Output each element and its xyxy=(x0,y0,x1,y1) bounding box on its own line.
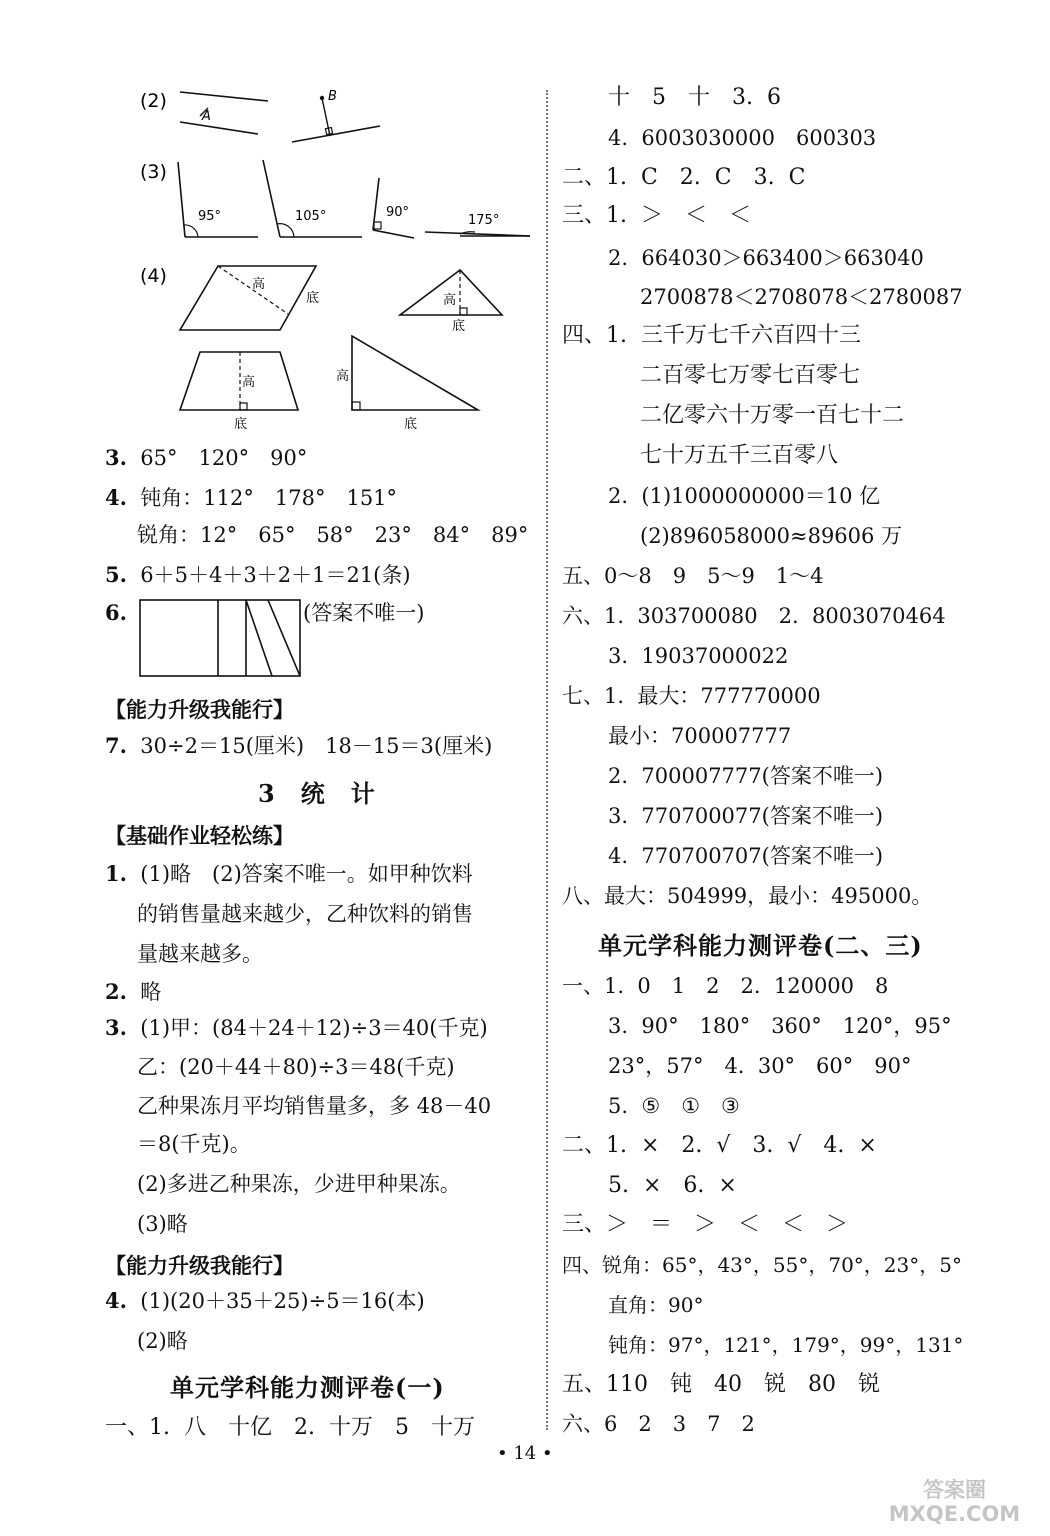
figure-4-heights xyxy=(130,258,530,438)
s4-line2: (2)略 xyxy=(137,1329,188,1353)
ability-heading-2: 【能力升级我能行】 xyxy=(105,1253,294,1278)
test1-line: 一、1. 八 十亿 2. 十万 5 十万 xyxy=(105,1415,475,1440)
fig2-point-a: A xyxy=(202,109,211,124)
fig4-label: (4) xyxy=(140,265,167,287)
r-line-22: 一、1. 0 1 2 2. 120000 8 xyxy=(562,974,889,998)
column-divider xyxy=(546,90,548,1430)
trap-base: 底 xyxy=(234,417,248,432)
r-line-4: 三、1. ＞ ＜ ＜ xyxy=(562,203,751,228)
r-line-12: (2)896058000≈89606 万 xyxy=(640,524,903,548)
r-line-33: 六、6 2 3 7 2 xyxy=(562,1412,755,1436)
r-line-6: 2700878＜2708078＜2780087 xyxy=(640,285,963,309)
para-height: 高 xyxy=(252,277,266,292)
fig3-label: (3) xyxy=(140,161,167,183)
angle-90: 90° xyxy=(386,205,410,220)
basic-heading: 【基础作业轻松练】 xyxy=(105,823,294,848)
angle-105: 105° xyxy=(295,209,327,224)
s3-line4: ＝8(千克)。 xyxy=(137,1132,251,1156)
r-line-13: 五、0～8 9 5～9 1～4 xyxy=(562,564,824,588)
angle-95: 95° xyxy=(198,209,222,224)
page-number: • 14 • xyxy=(497,1443,553,1464)
tri-height: 高 xyxy=(443,293,457,308)
s3-line2: 乙：(20＋44＋80)÷3＝48(千克) xyxy=(137,1055,455,1079)
s3-line1: 3. (1)甲：(84＋24＋12)÷3＝40(千克) xyxy=(105,1015,488,1040)
q5-line: 5. 6＋5＋4＋3＋2＋1＝21(条) xyxy=(105,562,411,587)
q4-acute: 锐角：12° 65° 58° 23° 84° 89° xyxy=(137,523,529,547)
r-line-32: 五、110 钝 40 锐 80 锐 xyxy=(562,1372,880,1397)
q6-note: (答案不唯一) xyxy=(303,601,425,625)
s3-line3: 乙种果冻月平均销售量多，多 48－40 xyxy=(137,1094,492,1118)
q4-obtuse: 4. 钝角：112° 178° 151° xyxy=(105,485,398,510)
trap-height: 高 xyxy=(242,375,256,390)
s3-line5: (2)多进乙种果冻，少进甲种果冻。 xyxy=(137,1172,461,1196)
r-line-14: 六、1. 303700080 2. 8003070464 xyxy=(562,604,946,628)
s1-line2: 的销售量越来越少，乙种饮料的销售 xyxy=(137,902,473,926)
r-line-30: 直角：90° xyxy=(608,1293,704,1317)
fig2-point-b: B xyxy=(328,89,337,104)
angle-175: 175° xyxy=(468,213,500,228)
q6-number: 6. xyxy=(105,600,127,625)
r-line-8: 二百零七万零七百零七 xyxy=(640,363,861,388)
r-line-27: 5. × 6. × xyxy=(608,1173,737,1198)
r-line-21: 八、最大：504999，最小：495000。 xyxy=(562,884,933,908)
tri-base: 底 xyxy=(452,319,466,334)
figure-2-lines xyxy=(130,82,390,152)
test1-title: 单元学科能力测评卷(一) xyxy=(170,1373,445,1402)
para-base: 底 xyxy=(306,291,320,306)
r-line-25: 5. ⑤ ① ③ xyxy=(608,1094,740,1118)
r-line-16: 七、1. 最大：777770000 xyxy=(562,684,821,708)
r-line-9: 二亿零六十万零一百七十二 xyxy=(640,403,905,428)
figure-3-angles xyxy=(130,152,540,247)
rt-height: 高 xyxy=(336,369,350,384)
r-line-2: 4. 6003030000 600303 xyxy=(608,126,877,150)
r-line-31: 钝角：97°，121°，179°，99°，131° xyxy=(608,1333,964,1357)
r-line-5: 2. 664030＞663400＞663040 xyxy=(608,246,924,270)
r-line-24: 23°，57° 4. 30° 60° 90° xyxy=(608,1054,912,1078)
s4-line1: 4. (1)(20＋35＋25)÷5＝16(本) xyxy=(105,1288,425,1313)
rt-base: 底 xyxy=(404,417,418,432)
r-line-29: 四、锐角：65°，43°，55°，70°，23°，5° xyxy=(562,1253,962,1277)
r-line-15: 3. 19037000022 xyxy=(608,644,789,668)
r-line-19: 3. 770700077(答案不唯一) xyxy=(608,804,884,828)
s2-line: 2. 略 xyxy=(105,979,162,1004)
fig2-label: (2) xyxy=(140,90,167,112)
r-line-3: 二、1. C 2. C 3. C xyxy=(562,165,806,190)
s1-line1: 1. (1)略 (2)答案不唯一。如甲种饮料 xyxy=(105,861,473,886)
r-line-18: 2. 700007777(答案不唯一) xyxy=(608,764,884,788)
chapter3-title: 3 统 计 xyxy=(258,779,376,808)
s3-line6: (3)略 xyxy=(137,1212,188,1236)
r-line-20: 4. 770700707(答案不唯一) xyxy=(608,844,884,868)
r-line-26: 二、1. × 2. √ 3. √ 4. × xyxy=(562,1133,877,1158)
test23-title: 单元学科能力测评卷(二、三) xyxy=(598,931,923,960)
q7-line: 7. 30÷2＝15(厘米) 18－15＝3(厘米) xyxy=(105,733,493,758)
r-line-1: 十 5 十 3. 6 xyxy=(608,85,781,110)
r-line-11: 2. (1)1000000000＝10 亿 xyxy=(608,484,881,508)
ability-heading-1: 【能力升级我能行】 xyxy=(105,697,294,722)
q6-figure xyxy=(138,598,304,680)
r-line-10: 七十万五千三百零八 xyxy=(640,443,839,468)
s1-line3: 量越来越多。 xyxy=(137,942,263,966)
q3-line: 3. 65° 120° 90° xyxy=(105,445,308,470)
r-line-23: 3. 90° 180° 360° 120°，95° xyxy=(608,1014,952,1038)
watermark: 答案圈 MXQE.COM xyxy=(888,1478,1021,1526)
r-line-17: 最小：700007777 xyxy=(608,724,792,748)
r-line-28: 三、＞ ＝ ＞ ＜ ＜ ＞ xyxy=(562,1212,849,1237)
r-line-7: 四、1. 三千万七千六百四十三 xyxy=(562,323,861,348)
